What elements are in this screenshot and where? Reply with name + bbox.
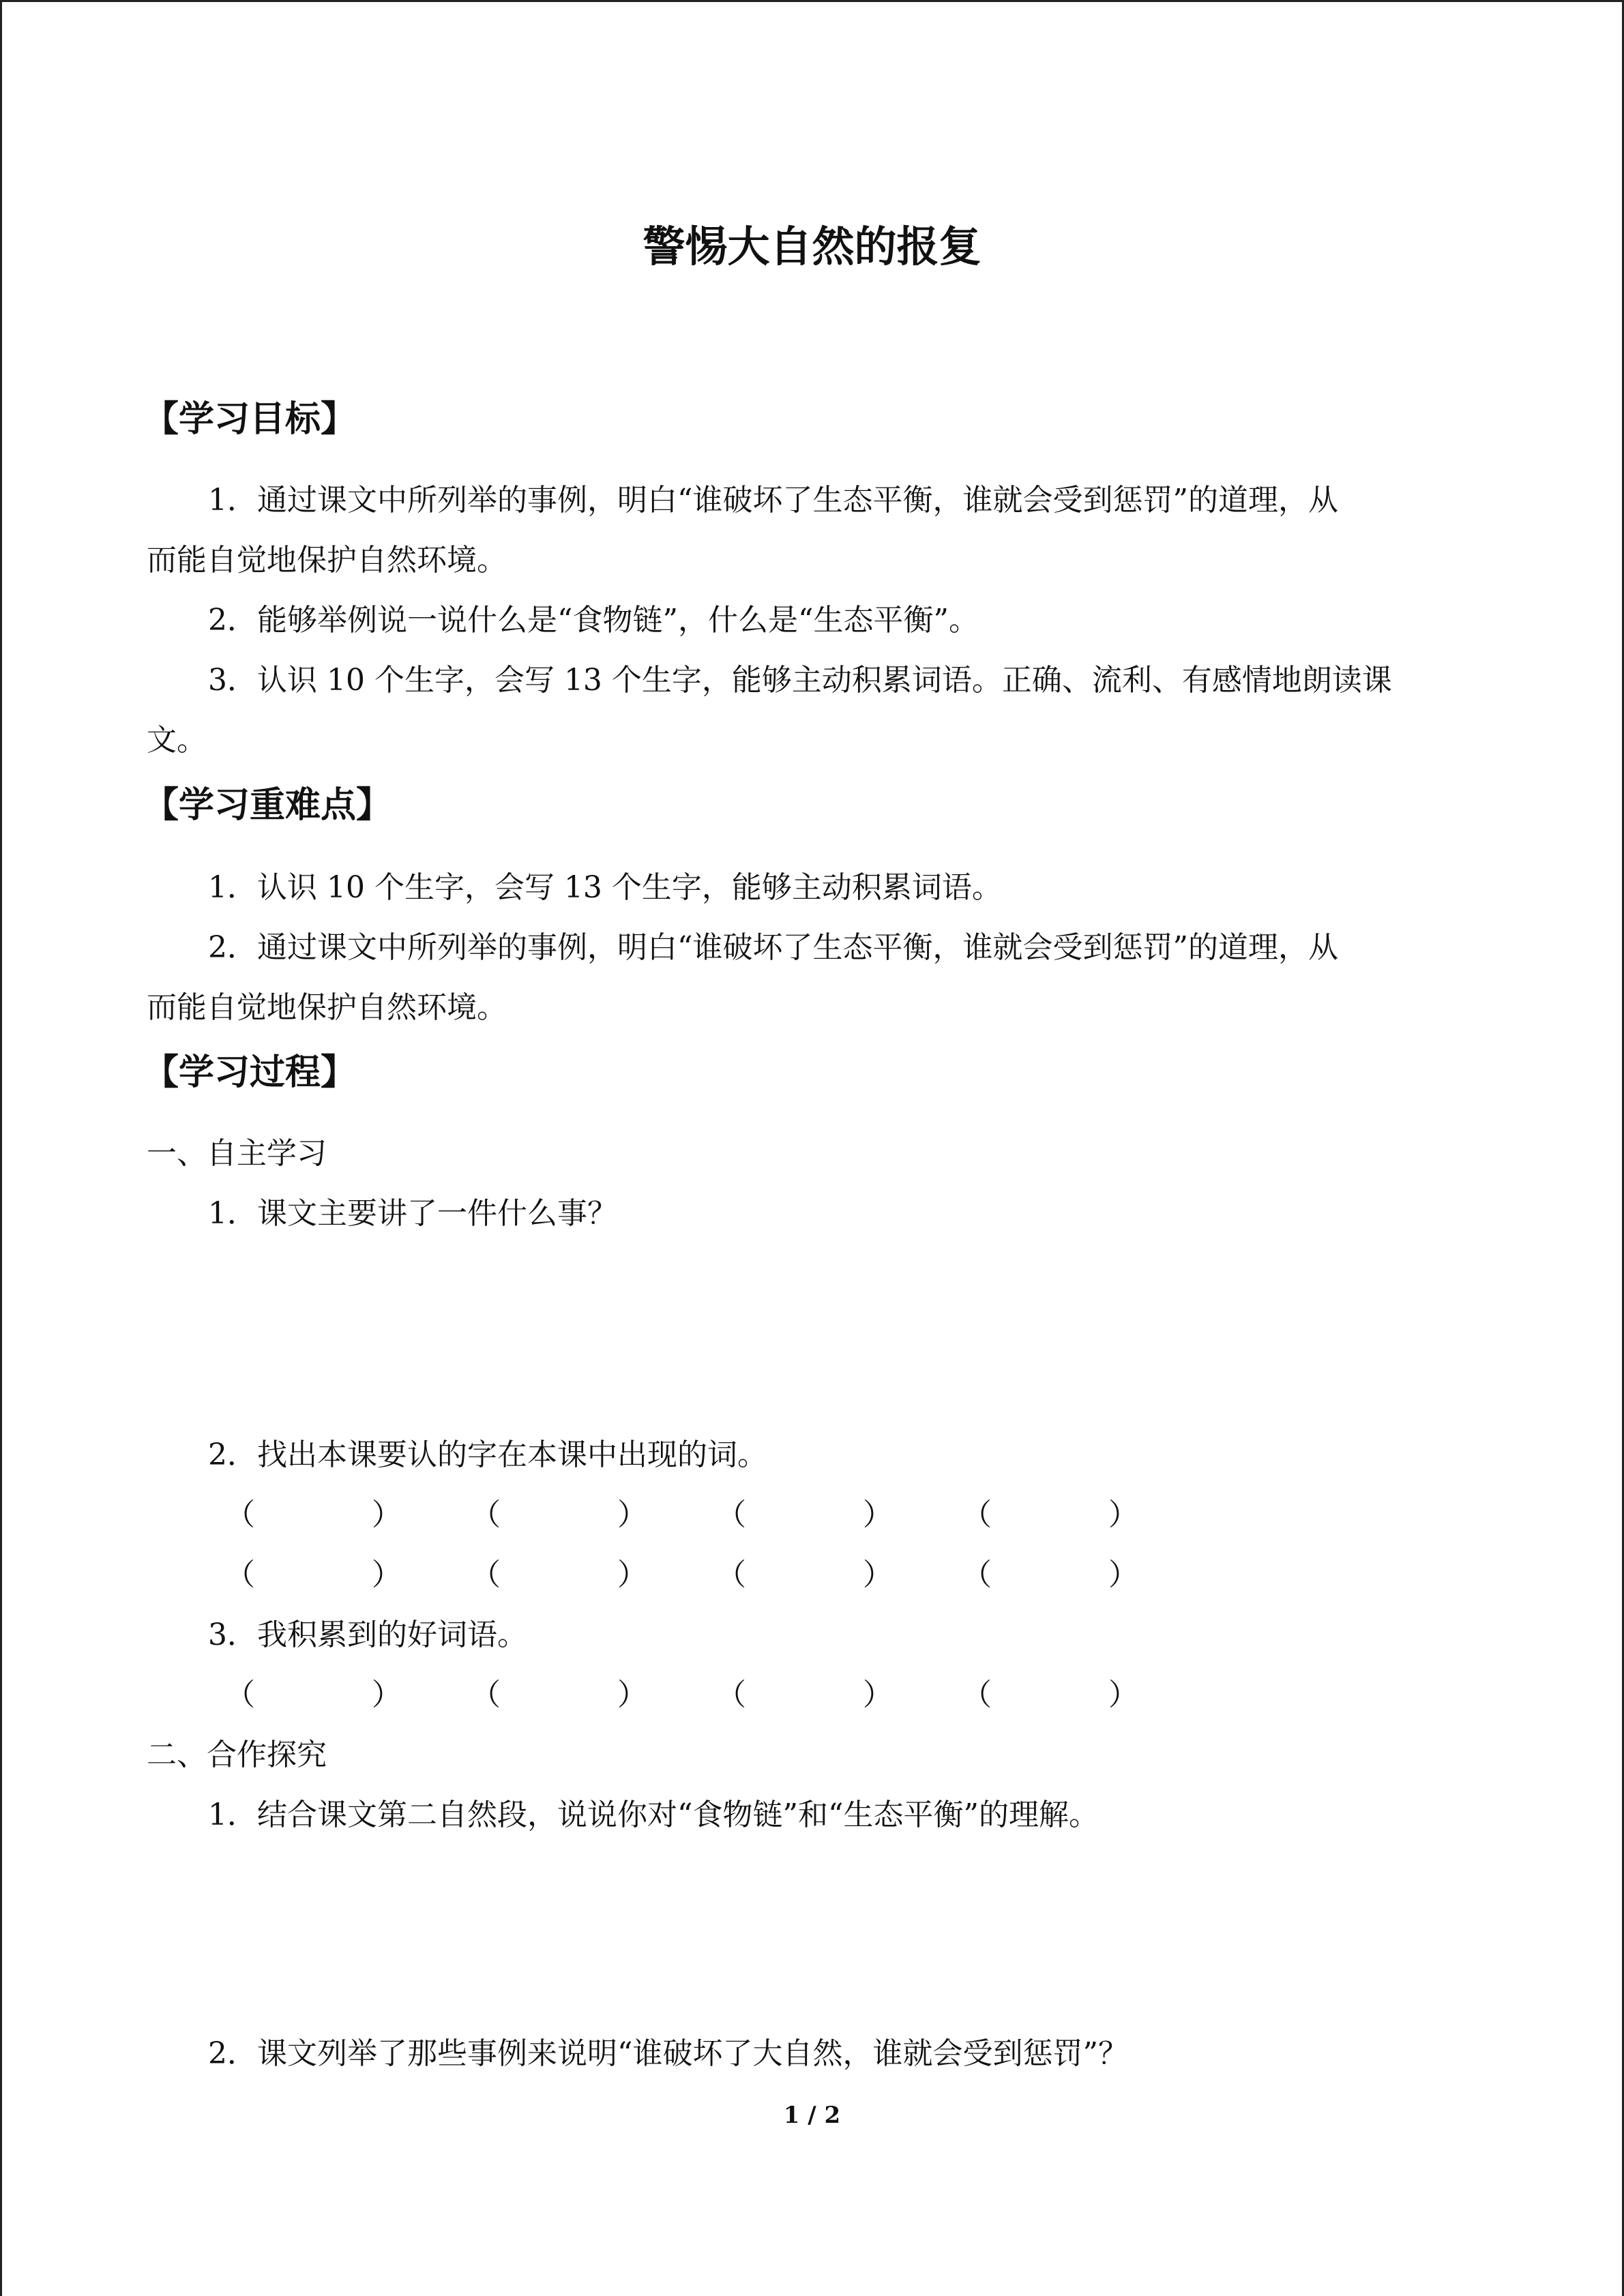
page-top-border (0, 0, 1624, 2)
question-3: 3．我积累到的好词语。 (208, 1617, 527, 1652)
keypoint-2-line-2: 而能自觉地保护自然环境。 (147, 990, 507, 1025)
blank-row-1: （ ） （ ） （ ） （ ） (225, 1497, 1138, 1532)
question-2: 2．找出本课要认的字在本课中出现的词。 (208, 1437, 767, 1472)
goal-1-line-1: 1．通过课文中所列举的事例，明白“谁破坏了生态平衡，谁就会受到惩罚”的道理，从 (208, 483, 1338, 518)
goal-1-line-2: 而能自觉地保护自然环境。 (147, 543, 507, 578)
heading-learning-goals: 【学习目标】 (143, 399, 357, 440)
goal-3-line-2: 文。 (147, 723, 207, 758)
page-number: 1 / 2 (783, 2102, 841, 2129)
page-title: 警惕大自然的报复 (643, 222, 981, 271)
inquiry-1: 1．结合课文第二自然段，说说你对“食物链”和“生态平衡”的理解。 (208, 1798, 1099, 1832)
blank-row-2: （ ） （ ） （ ） （ ） (225, 1557, 1138, 1592)
heading-key-points: 【学习重难点】 (143, 785, 392, 826)
keypoint-2-line-1: 2．通过课文中所列举的事例，明白“谁破坏了生态平衡，谁就会受到惩罚”的道理，从 (208, 930, 1338, 965)
keypoint-1: 1．认识 10 个生字，会写 13 个生字，能够主动积累词语。 (208, 870, 1002, 905)
blank-row-3: （ ） （ ） （ ） （ ） (225, 1678, 1138, 1712)
inquiry-2: 2．课文列举了那些事例来说明“谁破坏了大自然，谁就会受到惩罚”？ (208, 2036, 1128, 2071)
part-2-cooperative-inquiry: 二、合作探究 (147, 1738, 327, 1772)
goal-3-line-1: 3．认识 10 个生字，会写 13 个生字，能够主动积累词语。正确、流利、有感情地朗读课 (208, 663, 1392, 698)
page-left-border (0, 0, 2, 2296)
heading-learning-process: 【学习过程】 (143, 1052, 357, 1093)
question-1: 1．课文主要讲了一件什么事？ (208, 1196, 617, 1231)
goal-2: 2．能够举例说一说什么是“食物链”，什么是“生态平衡”。 (208, 603, 979, 638)
part-1-self-study: 一、自主学习 (147, 1136, 327, 1171)
